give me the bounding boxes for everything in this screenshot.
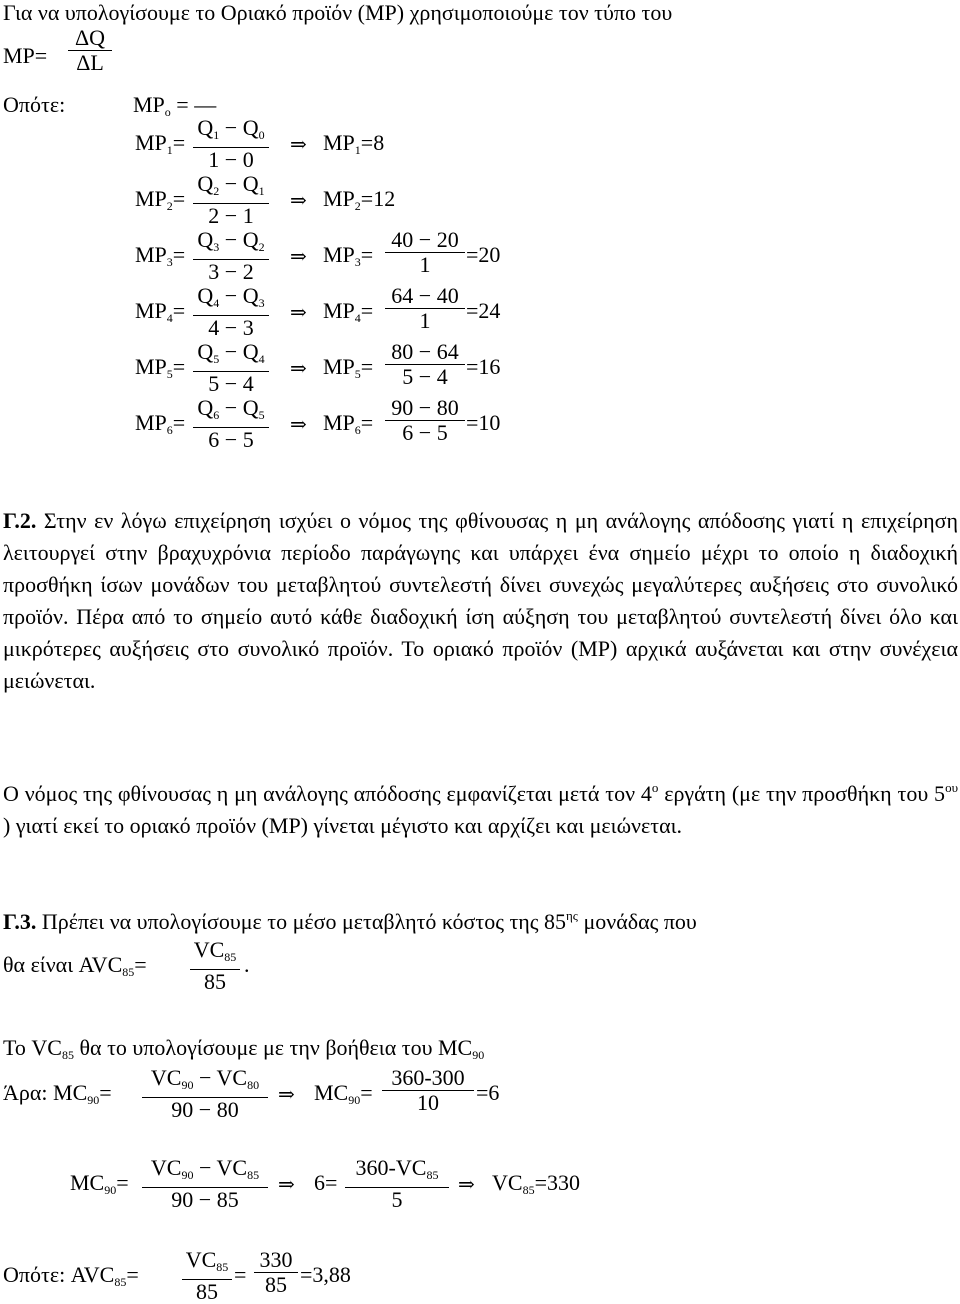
mp-row-result-fraction: 40 − 20 1 — [385, 228, 465, 277]
mp-row-fraction: $Q_2 - Q_1$ 2 − 1 — [193, 172, 269, 228]
mp-row-fraction: $Q_6 - Q_5$ 6 − 5 — [193, 396, 269, 452]
g3-line: Γ.3. Πρέπει να υπολογίσουμε το μέσο μεταβλητό κόστος της $85^{\eta\varsigma}$ μονάδας που — [3, 908, 697, 934]
mp-row-lhs: $MP_6=$ — [135, 410, 186, 437]
mp-row-lhs: $MP_2=$ — [135, 186, 186, 213]
final-fraction-2: 330 85 — [254, 1248, 298, 1297]
mp-row-result-fraction: 90 − 80 6 − 5 — [385, 396, 465, 445]
final-result: =3,88 — [300, 1262, 351, 1287]
mp-row-value: =24 — [466, 298, 501, 323]
g2-paragraph: Γ.2. Στην εν λόγω επιχείρηση ισχύει ο νόμος της φθίνουσας η μη ανάλογης απόδοσης γιατί η επιχείρηση λειτουργεί στην βραχυχρόνια περίοδο παράγωγης και υπάρχει ένα σημείο μέχρι το οποίο η διαδοχική προσθήκη ίσων μονάδων του μεταβλητού συντελεστή δίνει συνεχώς μεγαλύτερες αυξήσεις στο συνολικό προϊόν. Πέρα από το σημείο αυτό κάθε διαδοχική ίση αύξηση του μεταβλητού συντελεστή δίνει όλο και μικρότερες αυξήσεις στο συνολικό προϊόν. Το οριακό προϊόν (MP) αρχικά αυξάνεται και στην συνέχεια μειώνεται. — [3, 508, 958, 693]
mp-row-lhs: $MP_1=$ — [135, 130, 186, 157]
mc85-line: $MC_{90}=$ — [70, 1170, 129, 1197]
final-eq: = — [234, 1262, 247, 1287]
mp-row-value: =20 — [466, 242, 501, 267]
mp-row-result-fraction: 64 − 40 1 — [385, 284, 465, 333]
mp-row-fraction: $Q_3 - Q_2$ 3 − 2 — [193, 228, 269, 284]
mp-row-result: $MP_6=$ — [323, 410, 374, 437]
mp-row-result: $MP_1=8$ — [323, 130, 385, 157]
mp-row-result: $MP_4=$ — [323, 298, 374, 325]
avc-dot: . — [244, 952, 250, 977]
mp-row-value: =10 — [466, 410, 501, 435]
g3-avc-line: θα είναι $AVC_{85}=$ — [3, 952, 147, 979]
mp-row-value: =16 — [466, 354, 501, 379]
mp-row-lhs: $MP_4=$ — [135, 298, 186, 325]
mp0-line: $MP_o$ = — — [133, 92, 217, 119]
vc85-result: $VC_{85}=330$ — [492, 1170, 580, 1197]
final-line: Οπότε: $AVC_{85}=$ — [3, 1262, 139, 1289]
mp-formula-label: MP= — [3, 43, 48, 68]
mp-row-result: $MP_5=$ — [323, 354, 374, 381]
vc-line: Το $VC_{85}$ θα το υπολογίσουμε με την βοήθεια του $MC_{90}$ — [3, 1035, 485, 1062]
mc85-lhs2: 6= — [314, 1170, 338, 1195]
mp-row-fraction: $Q_1 - Q_0$ 1 − 0 — [193, 116, 269, 172]
mp-row-lhs: $MP_3=$ — [135, 242, 186, 269]
ara-mc2: $MC_{90}=$ — [314, 1080, 373, 1107]
implies-arrow-icon: ⇒ — [290, 134, 307, 156]
mp-row-fraction: $Q_4 - Q_3$ 4 − 3 — [193, 284, 269, 340]
implies-arrow-icon: ⇒ — [458, 1174, 475, 1196]
implies-arrow-icon: ⇒ — [278, 1174, 295, 1196]
g3-label: Γ.3. — [3, 909, 37, 934]
mc85-fraction: $VC_{90} - VC_{85}$ 90 − 85 — [142, 1156, 268, 1212]
implies-arrow-icon: ⇒ — [290, 246, 307, 268]
ara-fraction: $VC_{90} - VC_{80}$ 90 − 80 — [142, 1066, 268, 1122]
ara-line: Άρα: $MC_{90}=$ — [3, 1080, 112, 1107]
implies-arrow-icon: ⇒ — [290, 190, 307, 212]
avc-fraction: $VC_{85}$ 85 — [190, 938, 240, 994]
implies-arrow-icon: ⇒ — [290, 358, 307, 380]
intro-line: Για να υπολογίσουμε το Οριακό προϊόν (MP) χρησιμοποιούμε τον τύπο του — [3, 0, 673, 25]
mp-row-result-fraction: 80 − 64 5 − 4 — [385, 340, 465, 389]
implies-arrow-icon: ⇒ — [278, 1084, 295, 1106]
g2-label: Γ.2. — [3, 508, 37, 533]
ara-result: =6 — [476, 1080, 500, 1105]
final-fraction-1: $VC_{85}$ 85 — [182, 1248, 232, 1304]
mp-formula-fraction: ΔQ ΔL — [68, 26, 112, 75]
ara-fraction-2: 360-300 10 — [382, 1066, 474, 1115]
opote-label: Οπότε: — [3, 92, 66, 117]
implies-arrow-icon: ⇒ — [290, 414, 307, 436]
mp-row-result: $MP_3=$ — [323, 242, 374, 269]
law-paragraph: Ο νόμος της φθίνουσας η μη ανάλογης απόδοσης εμφανίζεται μετά τον $4^o$ εργάτη (με την προσθήκη του $5^{o\upsilon}$ ) γιατί εκεί το οριακό προϊόν (MP) γίνεται μέγιστο και αρχίζει και μειώνεται. — [3, 780, 958, 838]
mp-row-fraction: $Q_5 - Q_4$ 5 − 4 — [193, 340, 269, 396]
mp-row-result: $MP_2=12$ — [323, 186, 396, 213]
mp-row-lhs: $MP_5=$ — [135, 354, 186, 381]
implies-arrow-icon: ⇒ — [290, 302, 307, 324]
mc85-fraction-2: $360-VC_{85}$ 5 — [345, 1156, 449, 1212]
